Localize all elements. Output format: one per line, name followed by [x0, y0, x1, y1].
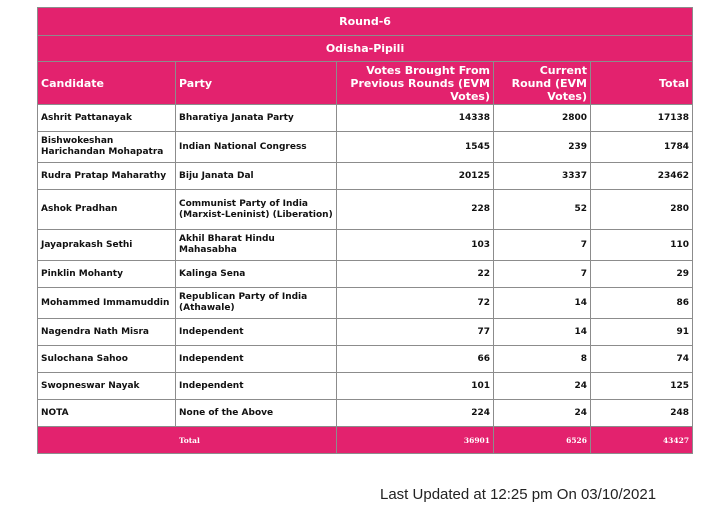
current-votes-cell: 24 — [494, 400, 591, 427]
table-row — [38, 132, 693, 163]
party-cell: Communist Party of India (Marxist-Leninist) (Liberation) — [176, 190, 337, 230]
previous-votes-cell: 103 — [337, 230, 494, 261]
current-votes-cell: 239 — [494, 132, 591, 163]
party-cell: Independent — [176, 346, 337, 373]
previous-votes-cell: 1545 — [337, 132, 494, 163]
candidate-cell: NOTA — [38, 400, 176, 427]
total-votes-cell: 110 — [591, 230, 693, 261]
candidate-cell: Pinklin Mohanty — [38, 261, 176, 288]
round-title: Round-6 — [38, 8, 693, 36]
totals-current: 6526 — [494, 427, 591, 454]
col-header-total: Total — [591, 62, 693, 105]
totals-previous: 36901 — [337, 427, 494, 454]
party-cell: Republican Party of India (Athawale) — [176, 288, 337, 319]
total-votes-cell: 248 — [591, 400, 693, 427]
current-votes-cell: 7 — [494, 230, 591, 261]
constituency-banner-row — [38, 36, 693, 62]
total-votes-cell: 1784 — [591, 132, 693, 163]
candidate-cell: Jayaprakash Sethi — [38, 230, 176, 261]
round-banner-row — [38, 8, 693, 36]
last-updated-text: Last Updated at 12:25 pm On 03/10/2021 — [380, 486, 657, 503]
candidate-cell: Ashrit Pattanayak — [38, 105, 176, 132]
previous-votes-cell: 101 — [337, 373, 494, 400]
previous-votes-cell: 77 — [337, 319, 494, 346]
party-cell: None of the Above — [176, 400, 337, 427]
candidate-cell: Rudra Pratap Maharathy — [38, 163, 176, 190]
current-votes-cell: 14 — [494, 288, 591, 319]
total-votes-cell: 17138 — [591, 105, 693, 132]
candidate-cell: Swopneswar Nayak — [38, 373, 176, 400]
candidate-cell: Ashok Pradhan — [38, 190, 176, 230]
previous-votes-cell: 228 — [337, 190, 494, 230]
previous-votes-cell: 66 — [337, 346, 494, 373]
table-body — [38, 105, 693, 427]
total-votes-cell: 86 — [591, 288, 693, 319]
current-votes-cell: 8 — [494, 346, 591, 373]
constituency-title: Odisha-Pipili — [38, 36, 693, 62]
party-cell: Kalinga Sena — [176, 261, 337, 288]
total-votes-cell: 91 — [591, 319, 693, 346]
current-votes-cell: 52 — [494, 190, 591, 230]
col-header-current: Current Round (EVM Votes) — [494, 62, 591, 105]
candidate-cell: Nagendra Nath Misra — [38, 319, 176, 346]
party-cell: Bharatiya Janata Party — [176, 105, 337, 132]
previous-votes-cell: 72 — [337, 288, 494, 319]
totals-row — [38, 427, 693, 454]
candidate-cell: Bishwokeshan Harichandan Mohapatra — [38, 132, 176, 163]
table-row — [38, 288, 693, 319]
table-row — [38, 163, 693, 190]
party-cell: Independent — [176, 319, 337, 346]
current-votes-cell: 3337 — [494, 163, 591, 190]
current-votes-cell: 24 — [494, 373, 591, 400]
party-cell: Independent — [176, 373, 337, 400]
previous-votes-cell: 14338 — [337, 105, 494, 132]
col-header-party: Party — [176, 62, 337, 105]
table-row — [38, 230, 693, 261]
table-row — [38, 190, 693, 230]
total-votes-cell: 29 — [591, 261, 693, 288]
results-table — [37, 7, 693, 454]
table-row — [38, 373, 693, 400]
previous-votes-cell: 224 — [337, 400, 494, 427]
total-votes-cell: 74 — [591, 346, 693, 373]
table-row — [38, 261, 693, 288]
header-row — [38, 62, 693, 105]
col-header-previous: Votes Brought From Previous Rounds (EVM Votes) — [337, 62, 494, 105]
totals-label: Total — [38, 427, 337, 454]
total-votes-cell: 280 — [591, 190, 693, 230]
previous-votes-cell: 20125 — [337, 163, 494, 190]
current-votes-cell: 2800 — [494, 105, 591, 132]
party-cell: Biju Janata Dal — [176, 163, 337, 190]
current-votes-cell: 14 — [494, 319, 591, 346]
current-votes-cell: 7 — [494, 261, 591, 288]
party-cell: Akhil Bharat Hindu Mahasabha — [176, 230, 337, 261]
total-votes-cell: 23462 — [591, 163, 693, 190]
previous-votes-cell: 22 — [337, 261, 494, 288]
table-row — [38, 400, 693, 427]
table-row — [38, 105, 693, 132]
table-row — [38, 346, 693, 373]
candidate-cell: Sulochana Sahoo — [38, 346, 176, 373]
total-votes-cell: 125 — [591, 373, 693, 400]
candidate-cell: Mohammed Immamuddin — [38, 288, 176, 319]
col-header-candidate: Candidate — [38, 62, 176, 105]
table-row — [38, 319, 693, 346]
totals-total: 43427 — [591, 427, 693, 454]
party-cell: Indian National Congress — [176, 132, 337, 163]
